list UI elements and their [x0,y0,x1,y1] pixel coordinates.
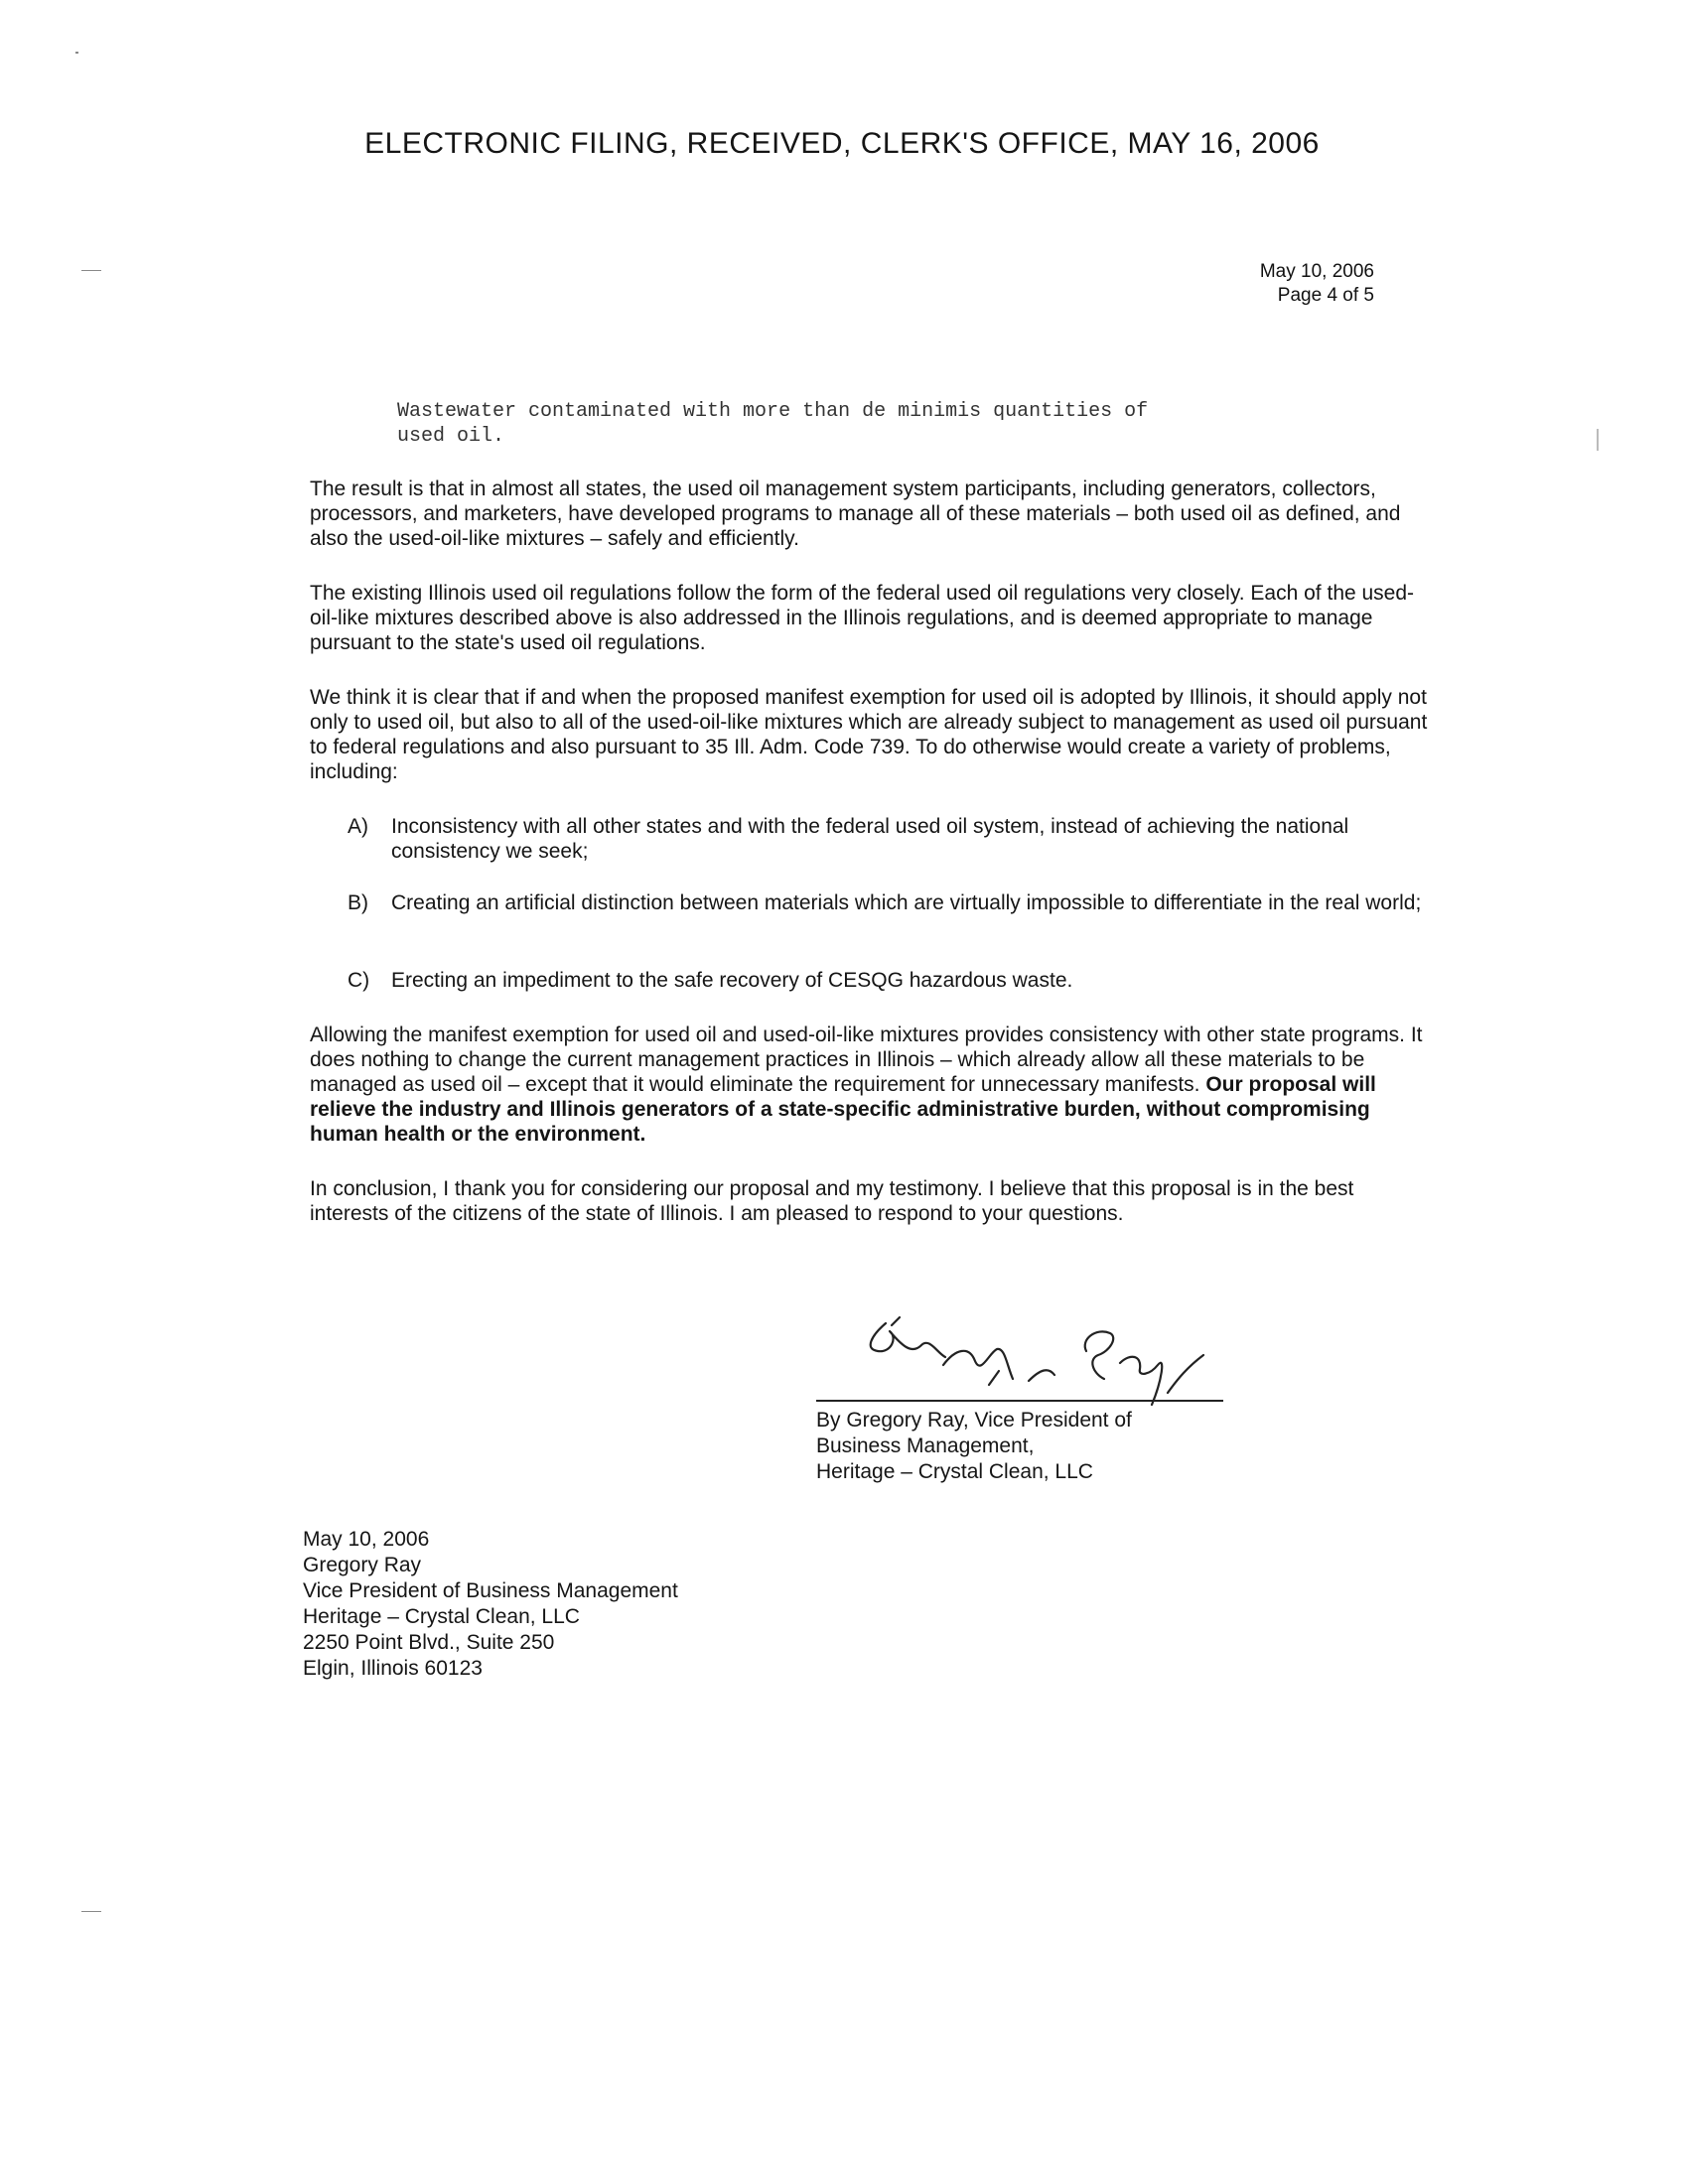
address-name: Gregory Ray [303,1554,422,1576]
quoted-line: Wastewater contaminated with more than de minimis quantities of [397,400,1149,423]
address-company: Heritage – Crystal Clean, LLC [303,1605,580,1628]
page-number: Page 4 of 5 [1277,285,1374,306]
signer-company-line: Heritage – Crystal Clean, LLC [816,1460,1093,1483]
list-item-c [348,968,1440,994]
scan-speck [81,1911,101,1912]
list-text: Creating an artificial distinction between materials which are virtually impossible to differentiate in the real world; [391,891,1422,914]
list-item-a [348,814,1440,866]
date-block [1260,260,1374,308]
paragraph-4-text: Allowing the manifest exemption for used oil and used-oil-like mixtures provides consistency with other state programs. It does nothing to change the current management practices in Illinois – which already allow all these materials to be managed as used oil – except that it would eliminate the requirement for unnecessary manifests. [310,1024,1423,1096]
list-item-b [348,890,1440,942]
scan-speck [81,270,101,271]
paragraph-1: The result is that in almost all states, the used oil management system participants, including generators, collectors, processors, and marketers, have developed programs to manage all of these materials – both used oil as defined, and also the used-oil-like mixtures – safely and efficiently. [310,478,1401,550]
scan-speck [1597,429,1599,451]
scan-speck [75,52,78,54]
signature-block [816,1408,1132,1485]
signature-line [816,1400,1223,1402]
list-text: Erecting an impediment to the safe recovery of CESQG hazardous waste. [391,969,1073,992]
signer-line: By Gregory Ray, Vice President of [816,1409,1132,1432]
filing-header: ELECTRONIC FILING, RECEIVED, CLERK'S OFFICE, MAY 16, 2006 [364,127,1320,160]
paragraph-5: In conclusion, I thank you for considering our proposal and my testimony. I believe that this proposal is in the best interests of the citizens of the state of Illinois. I am pleased to respond to your questions. [310,1177,1354,1225]
paragraph-3: We think it is clear that if and when the proposed manifest exemption for used oil is adopted by Illinois, it should apply not only to used oil, but also to all of the used-oil-like mixtures which are already subject to management as used oil pursuant to federal regulations and also pursuant to 35 Ill. Adm. Code 739. To do otherwise would create a variety of problems, including: [310,686,1428,783]
paragraph-4 [310,1023,1432,1147]
address-title: Vice President of Business Management [303,1579,678,1602]
letter-date: May 10, 2006 [1259,261,1374,282]
quoted-line: used oil. [397,425,505,448]
paragraph-2: The existing Illinois used oil regulations follow the form of the federal used oil regulations very closely. Each of the used-oil-like mixtures described above is also addressed in the Illinois regulations, and is deemed appropriate to manage pursuant to the state's used oil regulations. [310,582,1415,654]
address-city: Elgin, Illinois 60123 [303,1657,483,1680]
list-letter: C) [348,969,370,992]
list-text: Inconsistency with all other states and with the federal used oil system, instead of achieving the national consistency we seek; [391,815,1349,863]
address-block [303,1527,678,1682]
list-letter: B) [348,891,368,914]
quoted-text [397,399,1350,449]
address-street: 2250 Point Blvd., Suite 250 [303,1631,555,1654]
address-date: May 10, 2006 [303,1528,430,1551]
list-letter: A) [348,815,368,838]
paragraph-4-emphasis: Our proposal will relieve the industry and Illinois generators of a state-specific administrative burden, without compromising human health or the environment. [310,1073,1376,1146]
signer-title-line: Business Management, [816,1434,1035,1457]
